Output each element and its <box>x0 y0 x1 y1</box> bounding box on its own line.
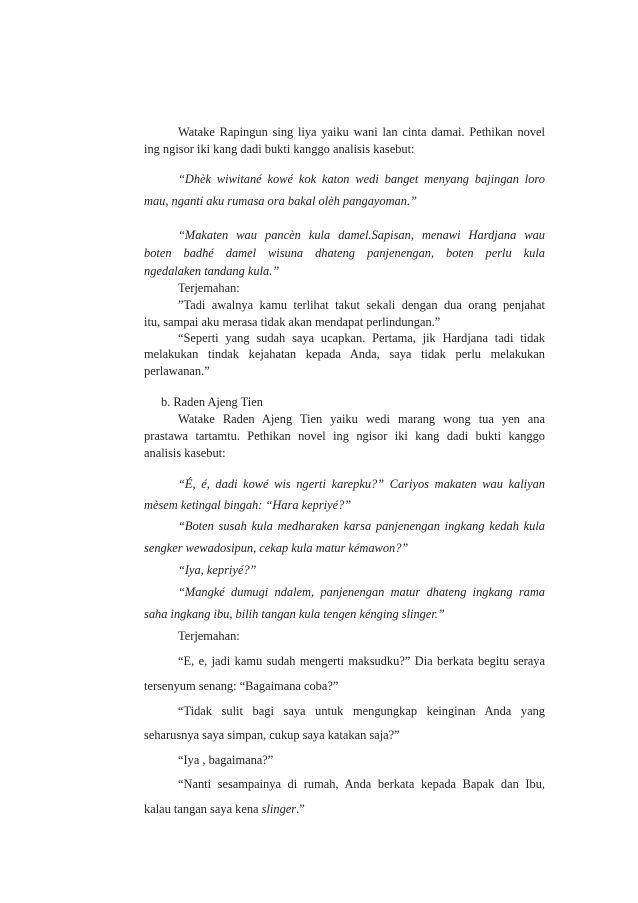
quote-line: ngedalaken tandang kula.” <box>144 264 280 278</box>
translation-line: “Tidak sulit bagi saya untuk mengungkap keinginan Anda yang <box>178 704 545 718</box>
text-run: kalau tangan saya kena <box>144 802 262 816</box>
quote-line: mau, nganti aku rumasa ora bakal olèh pangayoman.” <box>144 194 417 208</box>
quote-line: mèsem ketingal bingah: “Hara kepriyé?” <box>144 498 352 512</box>
paragraph-line: Watake Raden Ajeng Tien yaiku wedi marang wong tua yen ana <box>178 412 545 426</box>
translation-line: “E, e, jadi kamu sudah mengerti maksudku?” Dia berkata begitu seraya <box>178 654 545 668</box>
quote-line: boten badhé damel wisuna dhateng panjenengan, boten perlu kula <box>144 246 545 260</box>
text-run: .” <box>296 802 305 816</box>
paragraph-line: ing ngisor iki kang dadi bukti kanggo analisis kasebut: <box>144 142 415 156</box>
italic-term: slinger <box>261 802 297 816</box>
translation-heading: Terjemahan: <box>178 629 240 643</box>
translation-line: melakukan tindak kejahatan kepada Anda, saya tidak perlu melakukan <box>144 347 545 361</box>
translation-line: ”Tadi awalnya kamu terlihat takut sekali dengan dua orang penjahat <box>178 298 545 312</box>
quote-line: sengker wewadosipun, cekap kula matur kémawon?” <box>144 541 409 555</box>
translation-line: “Iya , bagaimana?” <box>178 753 274 767</box>
translation-line: seharusnya saya simpan, cukup saya katakan saja?” <box>144 728 400 742</box>
translation-line <box>144 801 305 817</box>
quote-line: “Makaten wau pancèn kula damel.Sapisan, menawi Hardjana wau <box>178 228 545 242</box>
translation-heading: Terjemahan: <box>178 281 240 295</box>
paragraph-line: Watake Rapingun sing liya yaiku wani lan cinta damai. Pethikan novel <box>178 125 545 139</box>
quote-line: “Dhèk wiwitané kowé kok katon wedi banget menyang bajingan loro <box>178 172 545 186</box>
translation-line: “Nanti sesampainya di rumah, Anda berkata kepada Bapak dan Ibu, <box>178 777 545 791</box>
quote-line: “É, é, dadi kowé wis ngerti karepku?” Cariyos makaten wau kaliyan <box>178 477 545 491</box>
translation-line: tersenyum senang: “Bagaimana coba?” <box>144 679 339 693</box>
section-heading: b. Raden Ajeng Tien <box>161 395 263 409</box>
translation-line: perlawanan.” <box>144 364 210 378</box>
quote-line: “Boten susah kula medharaken karsa panjenengan ingkang kedah kula <box>178 519 545 533</box>
paragraph-line: analisis kasebut: <box>144 446 226 460</box>
quote-line: “Iya, kepriyé?” <box>178 563 257 577</box>
translation-line: “Seperti yang sudah saya ucapkan. Pertama, jik Hardjana tadi tidak <box>178 331 545 345</box>
translation-line: itu, sampai aku merasa tidak akan mendapat perlindungan.” <box>144 315 441 329</box>
quote-line: saha ingkang ibu, bilih tangan kula tengen kénging slinger.” <box>144 607 445 621</box>
paragraph-line: prastawa tartamtu. Pethikan novel ing ngisor iki kang dadi bukti kanggo <box>144 429 545 443</box>
quote-line: “Mangké dumugi ndalem, panjenengan matur dhateng ingkang rama <box>178 585 545 599</box>
